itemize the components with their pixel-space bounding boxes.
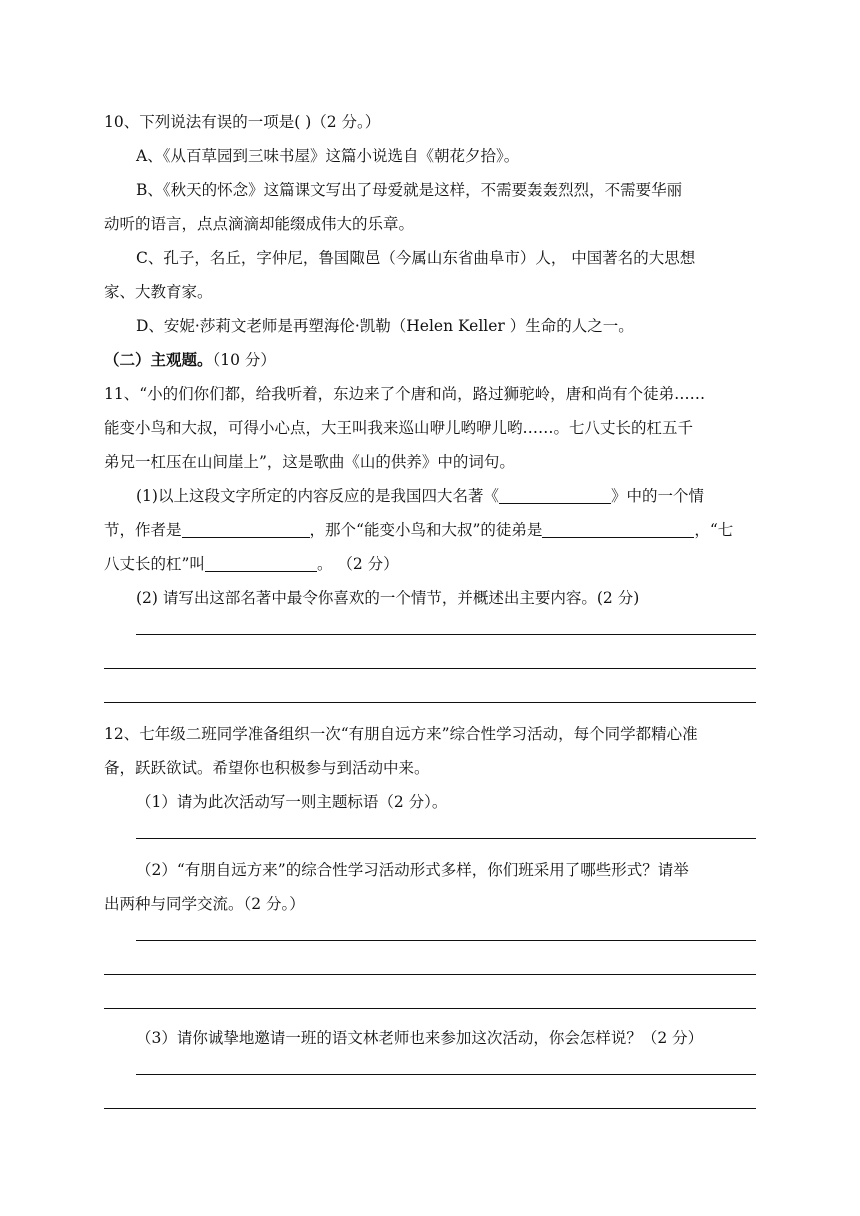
q11-sub1-text-e: ，“七 xyxy=(694,521,734,539)
q12-sub3: （3）请你诚挚地邀请一班的语文林老师也来参加这次活动，你会怎样说？（2 分） xyxy=(136,1029,704,1047)
q10-option-c-line2: 家、大教育家。 xyxy=(104,283,213,301)
q11-sub2: (2) 请写出这部名著中最令你喜欢的一个情节，并概述出主要内容。(2 分) xyxy=(136,589,640,607)
q10-option-a: A、《从百草园到三味书屋》这篇小说选自《朝花夕拾》。 xyxy=(136,147,520,165)
q11-disciple-blank[interactable] xyxy=(542,521,694,538)
q10-option-d: D、安妮·莎莉文老师是再塑海伦·凯勒（Helen Keller ）生命的人之一。 xyxy=(136,317,634,335)
q11-sub1-text-g: 。 （2 分） xyxy=(316,555,399,573)
q11-sub1-text-d: ，那个“能变小鸟和大叔”的徒弟是 xyxy=(309,521,543,539)
q11-answer-line-1[interactable] xyxy=(136,634,756,635)
q11-sub1-text-a: (1)以上这段文字所定的内容反应的是我国四大名著《 xyxy=(136,487,499,505)
q10-option-b-line1: B、《秋天的怀念》这篇课文写出了母爱就是这样，不需要轰轰烈烈，不需要华丽 xyxy=(136,181,683,199)
q12-sub2-line1: （2）“有朋自远方来”的综合性学习活动形式多样，你们班采用了哪些形式？请举 xyxy=(136,861,689,879)
q12-sub2-line2: 出两种与同学交流。（2 分。） xyxy=(104,895,305,913)
q12-sub2-answer-line-2[interactable] xyxy=(104,974,756,975)
section2-title: （二）主观题。 xyxy=(104,350,213,369)
q12-sub3-answer-line-1[interactable] xyxy=(136,1074,756,1075)
q11-sub1-text-f: 八丈长的杠”叫 xyxy=(104,555,205,573)
q11-answer-line-3[interactable] xyxy=(104,702,756,703)
q12-sub2-answer-line-1[interactable] xyxy=(136,940,756,941)
q12-sub3-answer-line-2[interactable] xyxy=(104,1108,756,1109)
q11-para-line1: 11、“小的们你们都，给我听着，东边来了个唐和尚，路过狮驼岭，唐和尚有个徒弟…… xyxy=(104,385,706,403)
q11-sub1-line2 xyxy=(104,520,733,540)
section2-heading xyxy=(104,350,276,370)
q11-sub1-line1 xyxy=(136,486,704,506)
q11-sub1-text-b: 》中的一个情 xyxy=(610,487,704,505)
q11-pole-blank[interactable] xyxy=(205,555,317,572)
q11-para-line2: 能变小鸟和大叔，可得小心点，大王叫我来巡山咿儿哟咿儿哟……。七八丈长的杠五千 xyxy=(104,419,694,437)
q11-sub1-text-c: 节，作者是 xyxy=(104,521,182,539)
q10-stem: 10、下列说法有误的一项是( )（2 分。） xyxy=(104,113,381,131)
section2-score: （10 分） xyxy=(212,351,276,369)
q11-author-blank[interactable] xyxy=(182,521,310,538)
q10-option-c-line1: C、孔子，名丘，字仲尼，鲁国陬邑（今属山东省曲阜市）人， 中国著名的大思想 xyxy=(136,249,696,267)
q12-sub1: （1）请为此次活动写一则主题标语（2 分）。 xyxy=(136,793,448,811)
q11-para-line3: 弟兄一杠压在山间崖上”，这是歌曲《山的供养》中的词句。 xyxy=(104,453,515,471)
q11-book-blank[interactable] xyxy=(499,487,611,504)
q12-para-line1: 12、七年级二班同学准备组织一次“有朋自远方来”综合性学习活动，每个同学都精心准 xyxy=(104,725,698,743)
q10-option-b-line2: 动听的语言，点点滴滴却能缀成伟大的乐章。 xyxy=(104,215,415,233)
q12-para-line2: 备，跃跃欲试。希望你也积极参与到活动中来。 xyxy=(104,759,430,777)
q11-sub1-line3 xyxy=(104,554,399,574)
q12-sub1-answer-line[interactable] xyxy=(136,838,756,839)
q11-answer-line-2[interactable] xyxy=(104,668,756,669)
q12-sub2-answer-line-3[interactable] xyxy=(104,1008,756,1009)
